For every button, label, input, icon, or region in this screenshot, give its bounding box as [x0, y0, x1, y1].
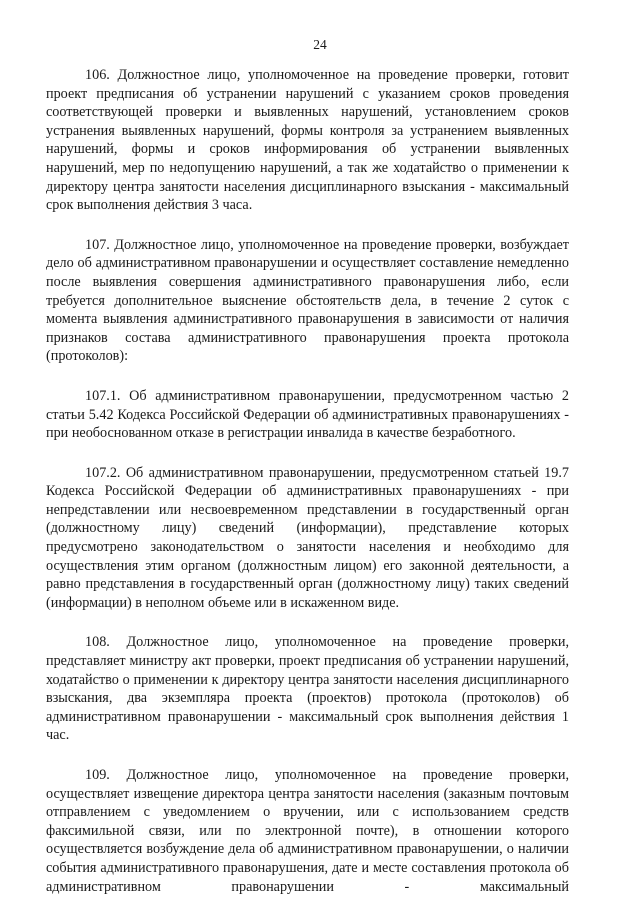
paragraph-108: 108. Должностное лицо, уполномоченное на проведение проверки, представляет министру акт проверки, проект предписания об устранении нарушений, ходатайство о применении к директору центра занятости населения дисциплинарного взыскания, два экземпляра проекта (проектов) протокола (протоколов) об административном правонарушении - максимальный срок выполнения действия 1 час. [46, 634, 569, 744]
paragraph-107-1: 107.1. Об административном правонарушении, предусмотренном частью 2 статьи 5.42 Кодекса Российской Федерации об административных правонарушениях - при необоснованном отказе в регистрации инвалида в качестве безработного. [46, 387, 569, 442]
paragraph-107: 107. Должностное лицо, уполномоченное на проведение проверки, возбуждает дело об административном правонарушении и осуществляет составление немедленно после выявления совершения административного правонарушения либо, если требуется дополнительное выяснение обстоятельств дела, в течение 2 суток с момента выявления административного правонарушения в зависимости от наличия признаков состава административного правонарушения проекта протокола (протоколов): [46, 236, 569, 365]
paragraph-107-2: 107.2. Об административном правонарушении, предусмотренном статьей 19.7 Кодекса Российской Федерации об административных правонарушениях - при непредставлении или несвоевременном представлении в государственный орган (должностному лицу) сведений (информации), представление которых предусмотрено законодательством о занятости населения и необходимо для осуществления этим органом (должностным лицом) его законной деятельности, а равно представления в государственный орган (должностному лицу) таких сведений (информации) в неполном объеме или в искаженном виде. [46, 464, 569, 611]
paragraph-106: 106. Должностное лицо, уполномоченное на проведение проверки, готовит проект предписания об устранении нарушений с указанием сроков проведения соответствующей проверки и выявленных нарушений, установлением сроков устранения выявленных нарушений, формы контроля за устранением выявленных нарушений, формы и сроков информирования об устранении выявленных нарушений, мер по недопущению нарушений, а так же ходатайство о применении к директору центра занятости населения дисциплинарного взыскания - максимальный срок выполнения действия 3 часа. [46, 67, 569, 214]
page-number: 24 [313, 37, 327, 52]
paragraph-109: 109. Должностное лицо, уполномоченное на проведение проверки, осуществляет извещение директора центра занятости населения (заказным почтовым отправлением с уведомлением о вручении, или с использованием средств факсимильной связи, или по электронной почте), в отношении которого осуществляется возбуждение дела об административном правонарушении, о наличии события административного правонарушения, дате и месте составления протокола об административном правонарушении - максимальный [46, 767, 569, 895]
document-body [46, 66, 569, 896]
